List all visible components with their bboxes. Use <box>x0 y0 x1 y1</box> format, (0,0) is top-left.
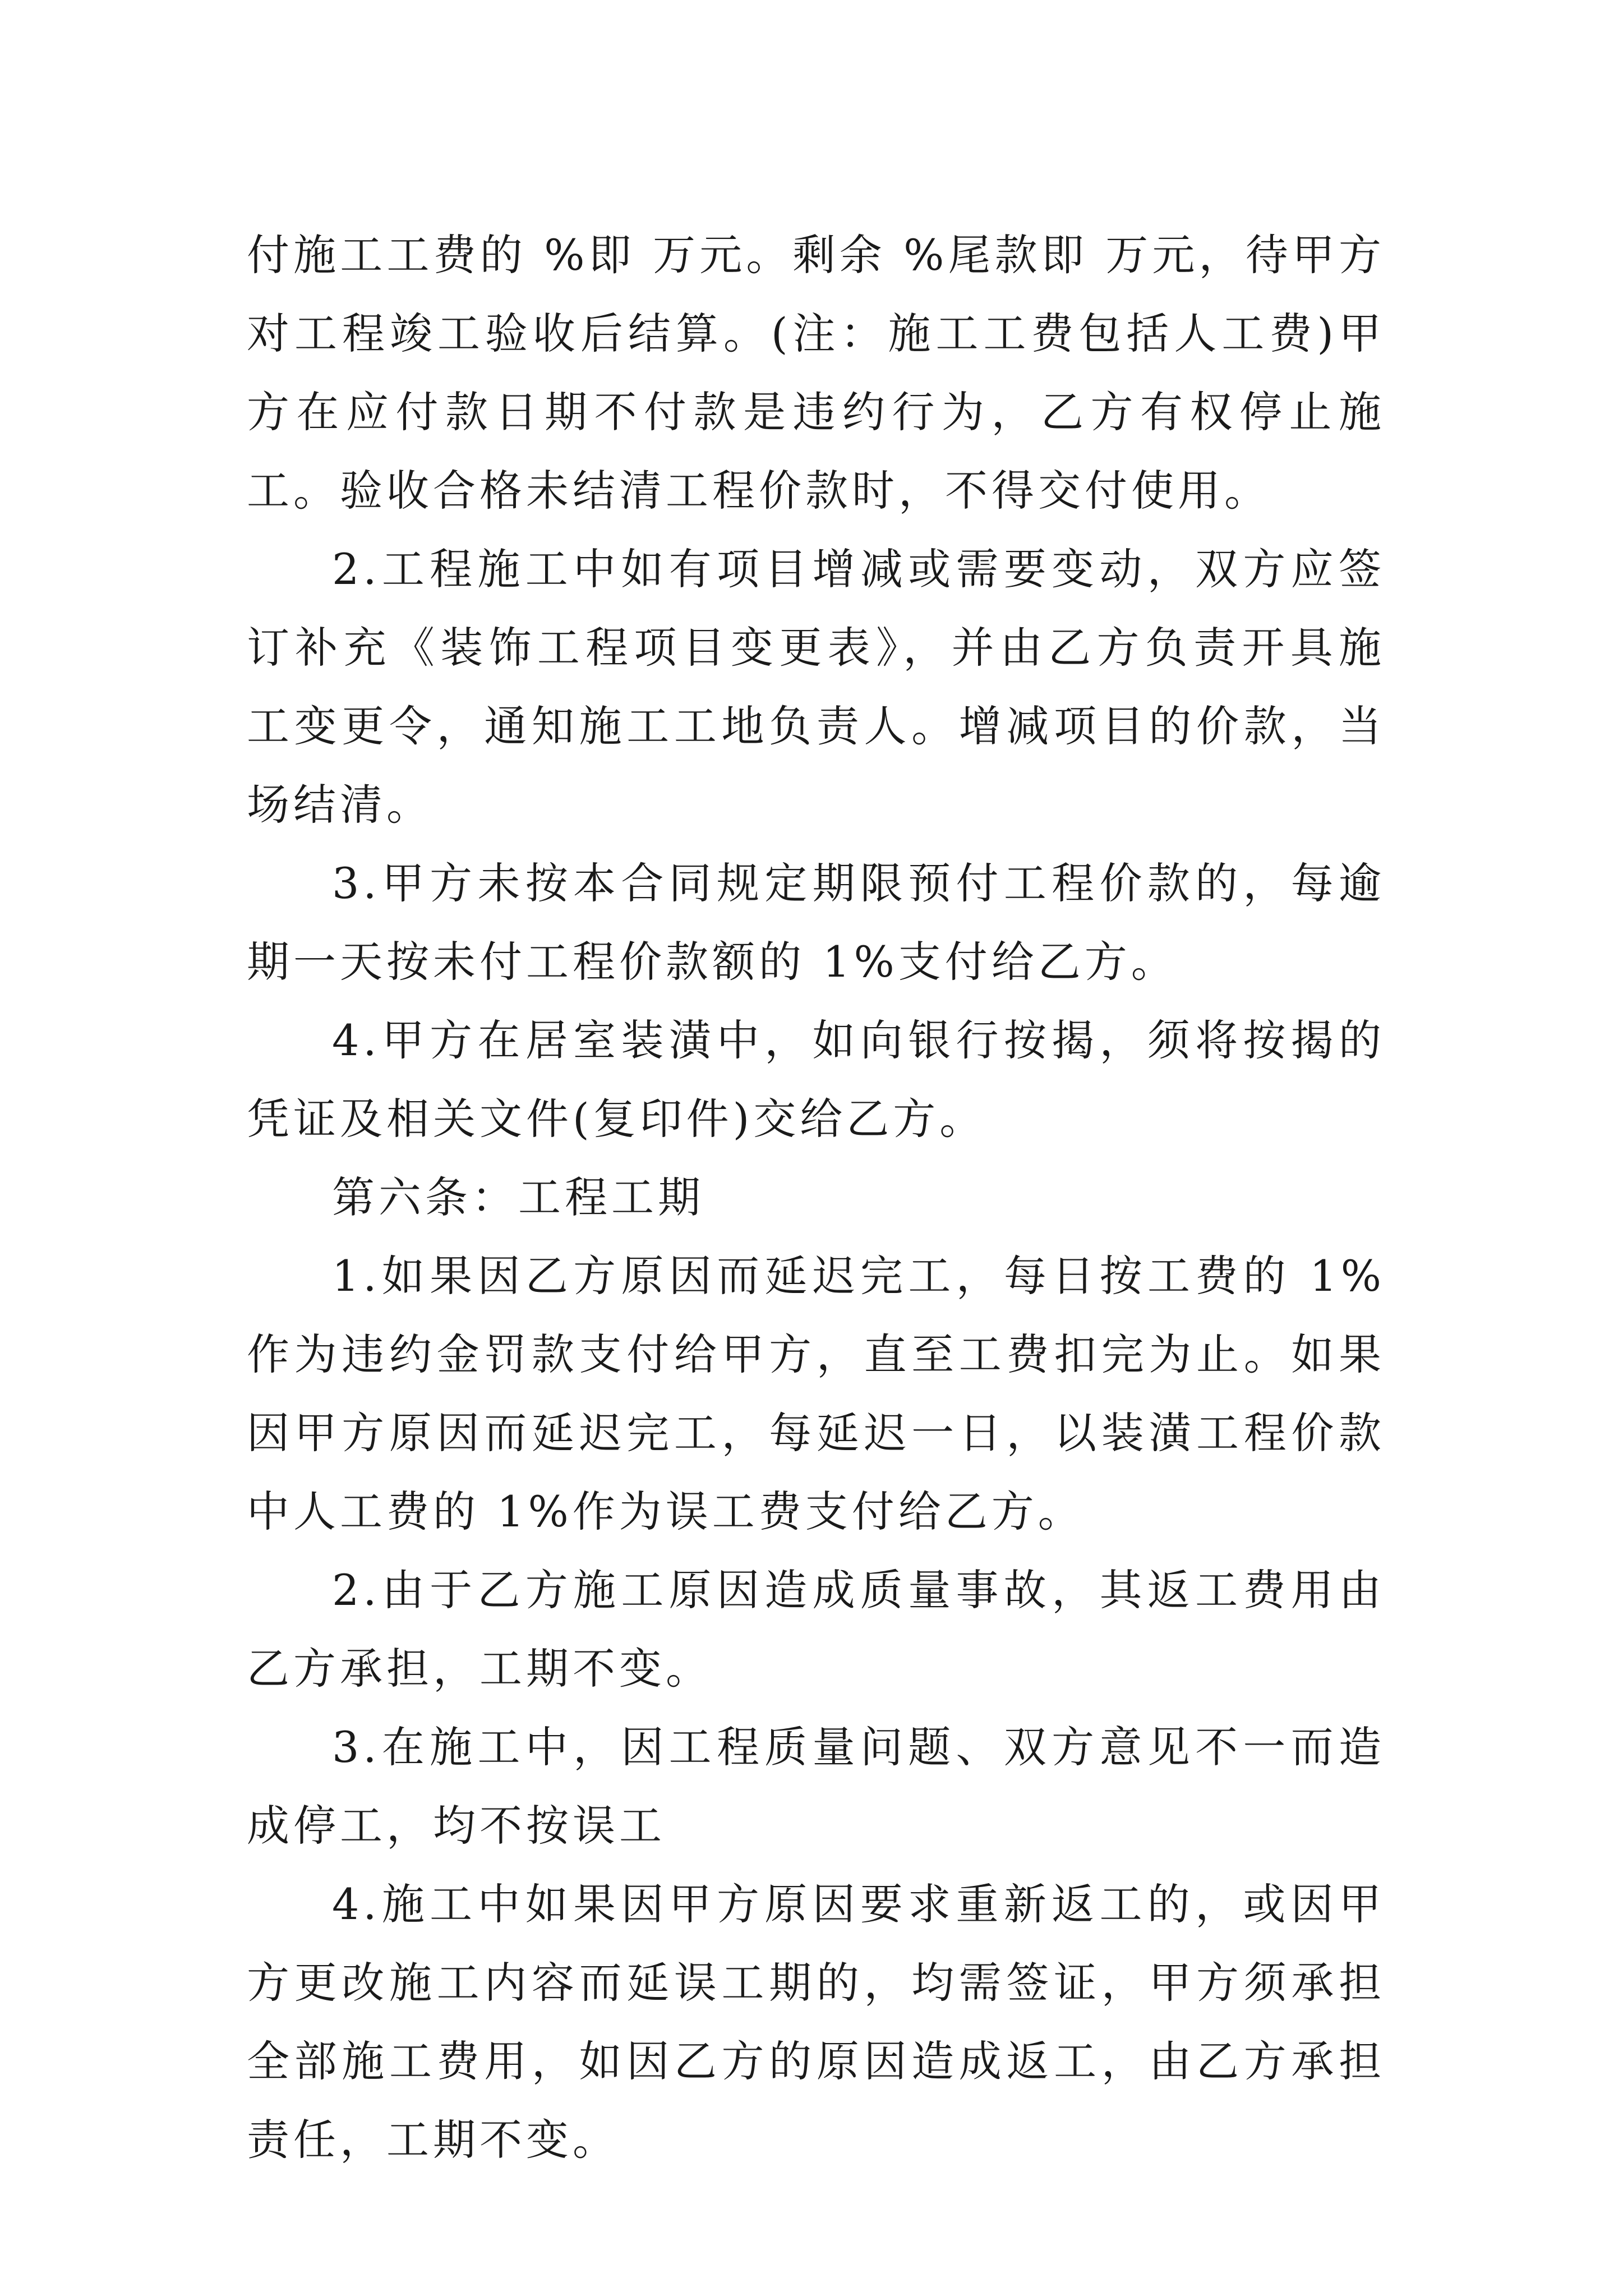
paragraph-art6-item-2-quality: 2.由于乙方施工原因造成质量事故，其返工费用由乙方承担，工期不变。 <box>247 1565 1385 1694</box>
paragraph-payment-continuation: 付施工工费的 %即 万元。剩余 %尾款即 万元，待甲方对工程竣工验收后结算。(注：施工工费包括人工费)甲方在应付款日期不付款是违约行为，乙方有权停止施工。验收合格未结清工程价款时，不得交付使用。 <box>247 230 1385 516</box>
paragraph-art6-item-1-delay: 1.如果因乙方原因而延迟完工，每日按工费的 1%作为违约金罚款支付给甲方，直至工费扣完为止。如果因甲方原因而延迟完工，每延迟一日，以装潢工程价款中人工费的 1%作为误工费支付给乙方。 <box>247 1251 1385 1536</box>
paragraph-art6-item-3-stoppage: 3.在施工中，因工程质量问题、双方意见不一而造成停工，均不按误工 <box>247 1722 1385 1851</box>
paragraph-item-4-mortgage: 4.甲方在居室装潢中，如向银行按揭，须将按揭的凭证及相关文件(复印件)交给乙方。 <box>247 1015 1385 1144</box>
paragraph-item-3-late-payment: 3.甲方未按本合同规定期限预付工程价款的，每逾期一天按未付工程价款额的 1%支付给乙方。 <box>247 858 1385 987</box>
paragraph-art6-item-4-rework: 4.施工中如果因甲方原因要求重新返工的，或因甲方更改施工内容而延误工期的，均需签证，甲方须承担全部施工费用，如因乙方的原因造成返工，由乙方承担责任，工期不变。 <box>247 1879 1385 2165</box>
article-6-heading: 第六条：工程工期 <box>332 1172 704 1222</box>
document-body <box>247 216 1385 2179</box>
paragraph-item-2-changes: 2.工程施工中如有项目增减或需要变动，双方应签订补充《装饰工程项目变更表》，并由乙方负责开具施工变更令，通知施工工地负责人。增减项目的价款，当场结清。 <box>247 544 1385 830</box>
